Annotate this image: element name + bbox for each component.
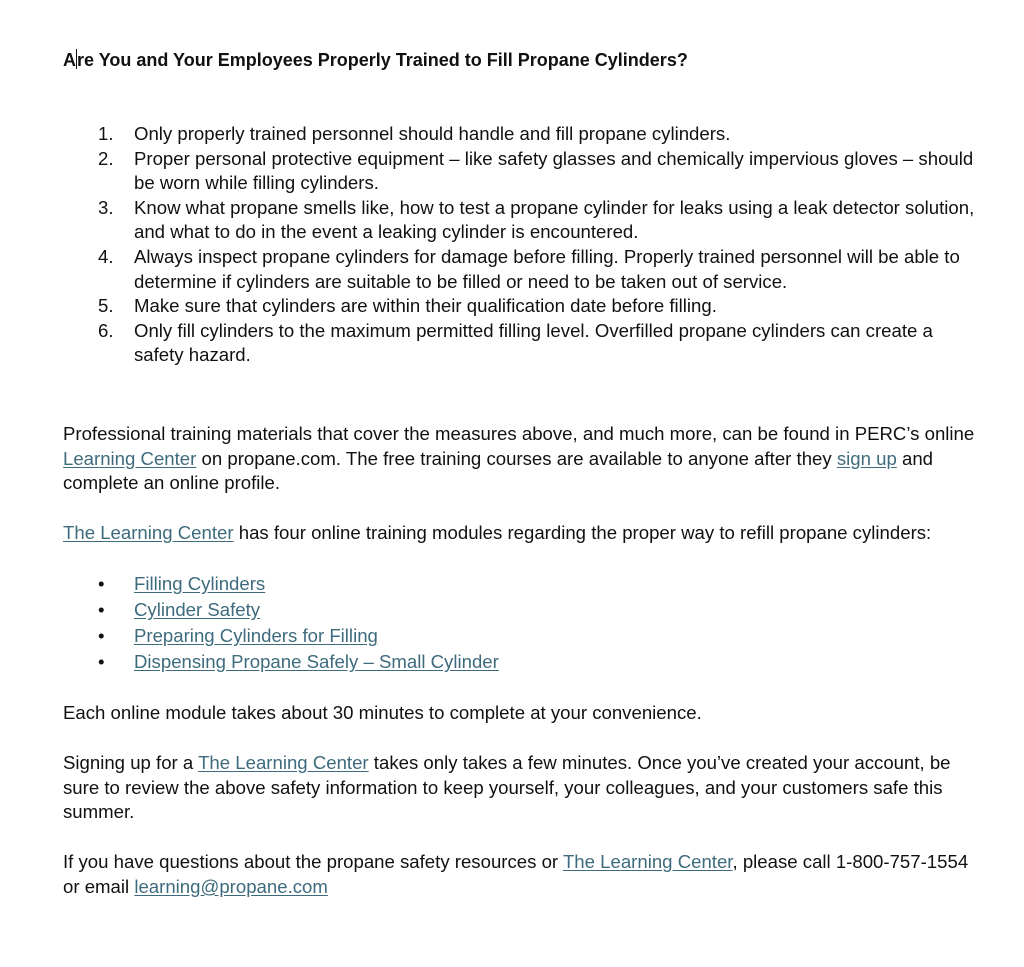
paragraph-text: and complete an online profile. [63, 447, 934, 494]
list-item [98, 624, 978, 650]
list-item [98, 572, 978, 598]
step-number: 5. [98, 295, 114, 317]
email-link[interactable]: learning@propane.com [134, 875, 328, 897]
bullet-icon: • [98, 573, 105, 594]
safety-steps-list [98, 122, 978, 368]
step-text: Proper personal protective equipment – like safety glasses and chemically impervious gloves – should be worn while filling cylinders. [134, 147, 974, 194]
training-modules-list [98, 572, 978, 676]
module-link-dispensing-propane[interactable]: Dispensing Propane Safely – Small Cylinder [134, 651, 499, 672]
list-item [98, 196, 978, 245]
sign-up-link[interactable]: sign up [836, 447, 897, 469]
module-duration-paragraph: Each online module takes about 30 minutes to complete at your convenience. [63, 702, 702, 723]
step-text: Make sure that cylinders are within their qualification date before filling. [134, 295, 717, 317]
document-title [63, 48, 688, 72]
paragraph-text: Signing up for a [63, 752, 199, 773]
list-item [98, 294, 978, 319]
step-number: 4. [98, 245, 114, 267]
module-link-preparing-cylinders[interactable]: Preparing Cylinders for Filling [134, 625, 378, 646]
learning-center-link[interactable]: The Learning Center [198, 752, 369, 773]
step-number: 3. [98, 196, 114, 218]
bullet-icon: • [98, 651, 105, 672]
signup-paragraph [63, 751, 988, 825]
module-link-filling-cylinders[interactable]: Filling Cylinders [134, 573, 266, 594]
list-item [98, 319, 978, 368]
step-text: Only fill cylinders to the maximum permitted filling level. Overfilled propane cylinders can create a safety hazard. [134, 319, 933, 366]
paragraph-text: on propane.com. The free training courses are available to anyone after they [196, 447, 837, 469]
list-item [98, 147, 978, 196]
paragraph-text: If you have questions about the propane safety resources or [63, 851, 563, 872]
step-text: Know what propane smells like, how to test a propane cylinder for leaks using a leak detector solution, and what to do in the event a leaking cylinder is encountered. [134, 196, 975, 243]
modules-intro-paragraph [63, 521, 988, 546]
title-first-char: A [63, 50, 76, 70]
step-number: 2. [98, 147, 114, 169]
learning-center-link[interactable]: The Learning Center [562, 851, 733, 872]
list-item [98, 598, 978, 624]
title-rest: re You and Your Employees Properly Trained to Fill Propane Cylinders? [77, 50, 688, 70]
list-item [98, 122, 978, 147]
paragraph-text: takes only takes a few minutes. Once you’ve created your account, be sure to review the above safety information to keep yourself, your colleagues, and your customers safe this summer. [63, 752, 951, 823]
paragraph-text: has four online training modules regarding the proper way to refill propane cylinders: [233, 522, 932, 543]
step-number: 6. [98, 319, 114, 341]
list-item [98, 650, 978, 676]
contact-paragraph [63, 850, 988, 899]
step-text: Always inspect propane cylinders for damage before filling. Properly trained personnel will be able to determine if cylinders are suitable to be filled or need to be taken out of service. [134, 245, 960, 292]
paragraph-text: Professional training materials that cover the measures above, and much more, can be found in PERC’s online [63, 423, 975, 444]
module-link-cylinder-safety[interactable]: Cylinder Safety [134, 599, 261, 620]
paragraph-text: , please call 1-800-757-1554 or email [63, 851, 969, 897]
bullet-icon: • [98, 599, 105, 620]
learning-center-link[interactable]: The Learning Center [63, 522, 234, 543]
bullet-icon: • [98, 625, 105, 646]
learning-center-link[interactable]: Learning Center [63, 447, 197, 469]
list-item [98, 245, 978, 294]
step-text: Only properly trained personnel should handle and fill propane cylinders. [134, 123, 731, 144]
step-number: 1. [98, 123, 114, 144]
training-materials-paragraph [63, 422, 988, 496]
